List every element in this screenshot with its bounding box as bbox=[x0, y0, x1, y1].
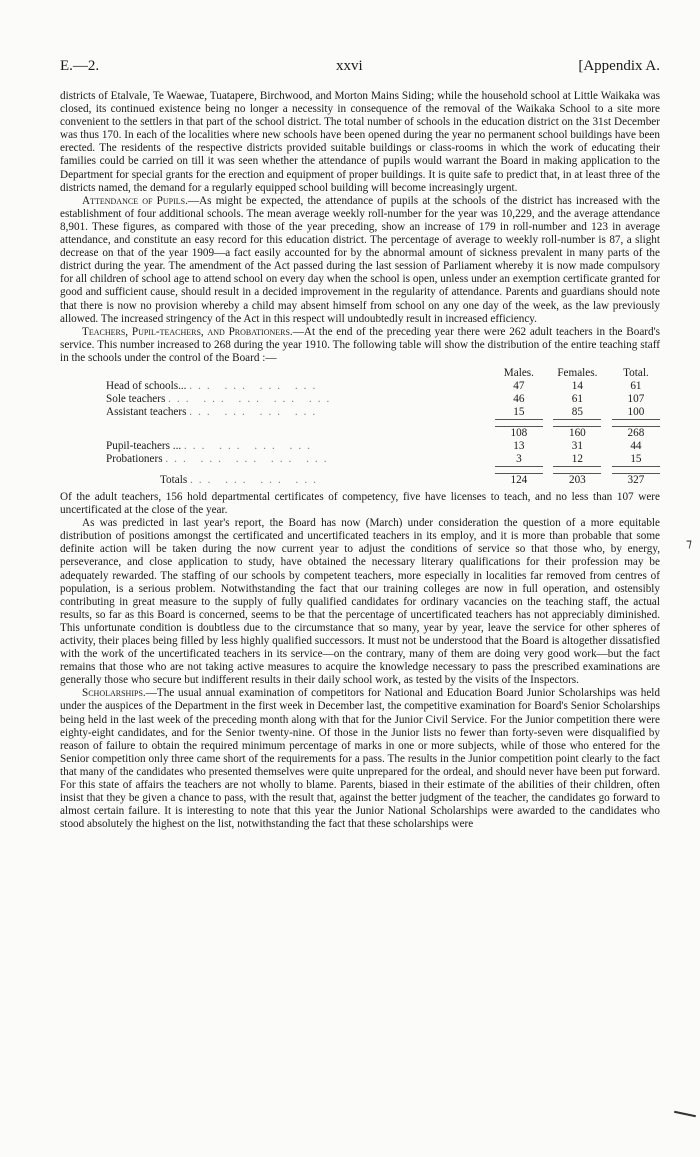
cell-females: 12 bbox=[553, 453, 601, 467]
row-label: Pupil-teachers ... bbox=[106, 439, 182, 452]
cell-males: 46 bbox=[513, 392, 525, 405]
document-page bbox=[60, 58, 660, 831]
totals-row: Totals ... ... ... ... 124 203 327 bbox=[60, 473, 660, 487]
cell-total: 15 bbox=[612, 453, 660, 467]
paragraph-staffing: As was predicted in last year's report, the Board has now (March) under consideration the question of a more equitable distribution of positions amongst the certificated and uncertificated teachers in its employ, and it is more than probable that some definite action will be taken during the now current year to adjust the conditions of service so that those who, by energy, perseverance, and close application to study, have obtained the necessary literary qualifications for their profession may be adequately rewarded. The staffing of our schools by competent teachers, more especially in localities far removed from centres of population, is a serious problem. Notwithstanding the fact that our training colleges are now in full operation, and ostensibly contributing in great measure to the supply of fully qualified candidates for ordinary vacancies on the teaching staff, the actual results, so far as this Board is concerned, seems to be that the percentage of uncertificated teachers has not appreciably diminished. This unfortunate condition is doubtless due to the circumstance that so many, year by year, leave the service for other spheres of activity, their places being filled by less highly qualified successors. It must not be understood that the Board is altogether dissatisfied with the work of the uncertificated teachers in its service—on the contrary, many of them are doing very good work—but the fact remains that those who are not taking active measures to acquire the knowledge necessary to pass the prescribed examinations are generally those who secure but indifferent results in their daily school work, as tested by the visits of the Inspectors. bbox=[60, 517, 660, 687]
header-appendix: [Appendix A. bbox=[578, 58, 660, 74]
cell-total: 107 bbox=[627, 392, 645, 405]
col-males: Males. bbox=[503, 366, 534, 379]
totals-label: Totals bbox=[160, 473, 188, 486]
totals-females: 203 bbox=[553, 473, 601, 487]
page-number: xxvi bbox=[336, 58, 363, 74]
cell-males: 13 bbox=[513, 439, 525, 452]
paragraph-certificates: Of the adult teachers, 156 hold departmental certificates of competency, five have licenses to teach, and no less than 107 were uncertificated at the close of the year. bbox=[60, 490, 660, 517]
table-row: Assistant teachers ... ... ... ... 15 85 100 bbox=[60, 406, 660, 420]
running-header bbox=[60, 58, 660, 80]
paragraph-teachers: Teachers, Pupil-teachers, and Probationers.—At the end of the preceding year there were 262 adult teachers in the Board's service. This number increased to 268 during the year 1910. The following table will show the distribution of the entire teaching staff in the schools under the control of the Board :— bbox=[60, 325, 660, 364]
section-heading: Teachers, Pupil-teachers, and Probationers bbox=[82, 325, 290, 338]
cell-females: 85 bbox=[553, 406, 601, 420]
section-heading: Attendance of Pupils bbox=[82, 194, 186, 207]
cell-females: 31 bbox=[571, 439, 583, 452]
col-females: Females. bbox=[557, 366, 598, 379]
table-row: Head of schools... ... ... ... ... 47 14 61 bbox=[60, 380, 660, 393]
row-label: Sole teachers bbox=[106, 392, 166, 405]
cell-males: 15 bbox=[495, 406, 543, 420]
totals-males: 124 bbox=[495, 473, 543, 487]
margin-stroke bbox=[674, 1111, 696, 1118]
paragraph-schools: districts of Etalvale, Te Waewae, Tuatapere, Birchwood, and Morton Mains Siding; while the household school at Little Waikaka was closed, its continued existence being no longer a necessity in consequence of the removal of the Waikaka School to a site more convenient to the settlers in that part of the school district. The total number of schools in the education district on the 31st December was thus 170. In each of the localities where new schools have been opened during the year no permanent school buildings have been erected. The residents of the respective districts provided suitable buildings or class-rooms in which the work of educating their families could be carried on till it was seen whether the attendance of pupils would warrant the Board in making application to the Department for special grants for the erection and equipment of proper buildings. It is quite safe to predict that, in at least three of the districts named, the demand for a regularly equipped school building will become increasingly urgent. bbox=[60, 90, 660, 194]
paragraph-attendance: Attendance of Pupils.—As might be expected, the attendance of pupils at the schools of the district has increased with the establishment of four additional schools. The mean average weekly roll-number for the year was 10,229, and the average attendance 8,901. These figures, as compared with those of the year preceding, show an increase of 179 in roll-number and 123 in average attendance, and constitute an easy record for this education district. The percentage of average to weekly roll-number is 87, a slight decrease on that of the year 1909—a fact easily accounted for by the abnormal amount of sickness prevalent in many parts of the district during the year. The amendment of the Act passed during the last session of Parliament whereby it is now made compulsory for all children of school age to attend school on every day when the school is open, unless under an exemption certificate granted for good and sufficient cause, should result in a decided improvement in the regularity of attendance. Parents and guardians should note that there is now no provision whereby a child may absent himself from school on any one day of the week, as the law previously allowed. The increased stringency of the Act in this respect will undoubtedly result in increased efficiency. bbox=[60, 194, 660, 325]
row-label: Probationers bbox=[106, 453, 163, 466]
table-header-row bbox=[60, 367, 660, 380]
row-label: Head of schools... bbox=[106, 379, 187, 392]
cell-total: 44 bbox=[630, 439, 642, 452]
subtotal-total: 268 bbox=[612, 426, 660, 440]
subtotal-females: 160 bbox=[553, 426, 601, 440]
cell-total: 61 bbox=[630, 379, 642, 392]
cell-total: 100 bbox=[612, 406, 660, 420]
header-reference: E.—2. bbox=[60, 58, 100, 74]
cell-females: 14 bbox=[571, 379, 583, 392]
row-label: Assistant teachers bbox=[106, 406, 187, 419]
body-text bbox=[60, 90, 660, 831]
subtotal-males: 108 bbox=[495, 426, 543, 440]
col-total: Total. bbox=[623, 366, 649, 379]
table-row: Pupil-teachers ... ... ... ... ... 13 31 44 bbox=[60, 440, 660, 453]
subtotal-row bbox=[60, 426, 660, 440]
cell-females: 61 bbox=[571, 392, 583, 405]
table-row: Sole teachers ... ... ... ... ... 46 61 107 bbox=[60, 393, 660, 406]
section-heading: Scholarships bbox=[82, 687, 143, 700]
table-row: Probationers ... ... ... ... ... 3 12 15 bbox=[60, 453, 660, 467]
cell-males: 47 bbox=[513, 379, 525, 392]
staff-distribution-table bbox=[60, 367, 660, 487]
paragraph-scholarships: Scholarships.—The usual annual examination of competitors for National and Education Board Junior Scholarships was held under the auspices of the Department in the first week in December last, the competitive examination for Board's Senior Scholarships being held in the last week of the preceding month along with that for the Junior Civil Service. For the Junior competition there were eighty-eight candidates, and for the Senior twenty-nine. Of those in the Junior lists no fewer than forty-seven were disqualified by reason of failure to obtain the required minimum percentage of marks in one or more subjects, while of those who entered for the Senior competition only three came short of the requirements for a pass. The results in the Junior competition point clearly to the fact that many of the candidates who presented themselves were quite unprepared for the ordeal, and should never have been put forward. For this state of affairs the teachers are not wholly to blame. Parents, biased in their estimate of the abilities of their children, often insist that they be given a chance to pass, with the result that, against the better judgment of the teacher, the candidates go forward to almost certain failure. It is interesting to note that this year the Junior National Scholarships were awarded to the candidates who stood absolutely the highest on the list, notwithstanding the fact that these scholarships were bbox=[60, 687, 660, 831]
cell-males: 3 bbox=[495, 453, 543, 467]
margin-mark: ⁊ bbox=[686, 536, 692, 550]
totals-total: 327 bbox=[612, 473, 660, 487]
